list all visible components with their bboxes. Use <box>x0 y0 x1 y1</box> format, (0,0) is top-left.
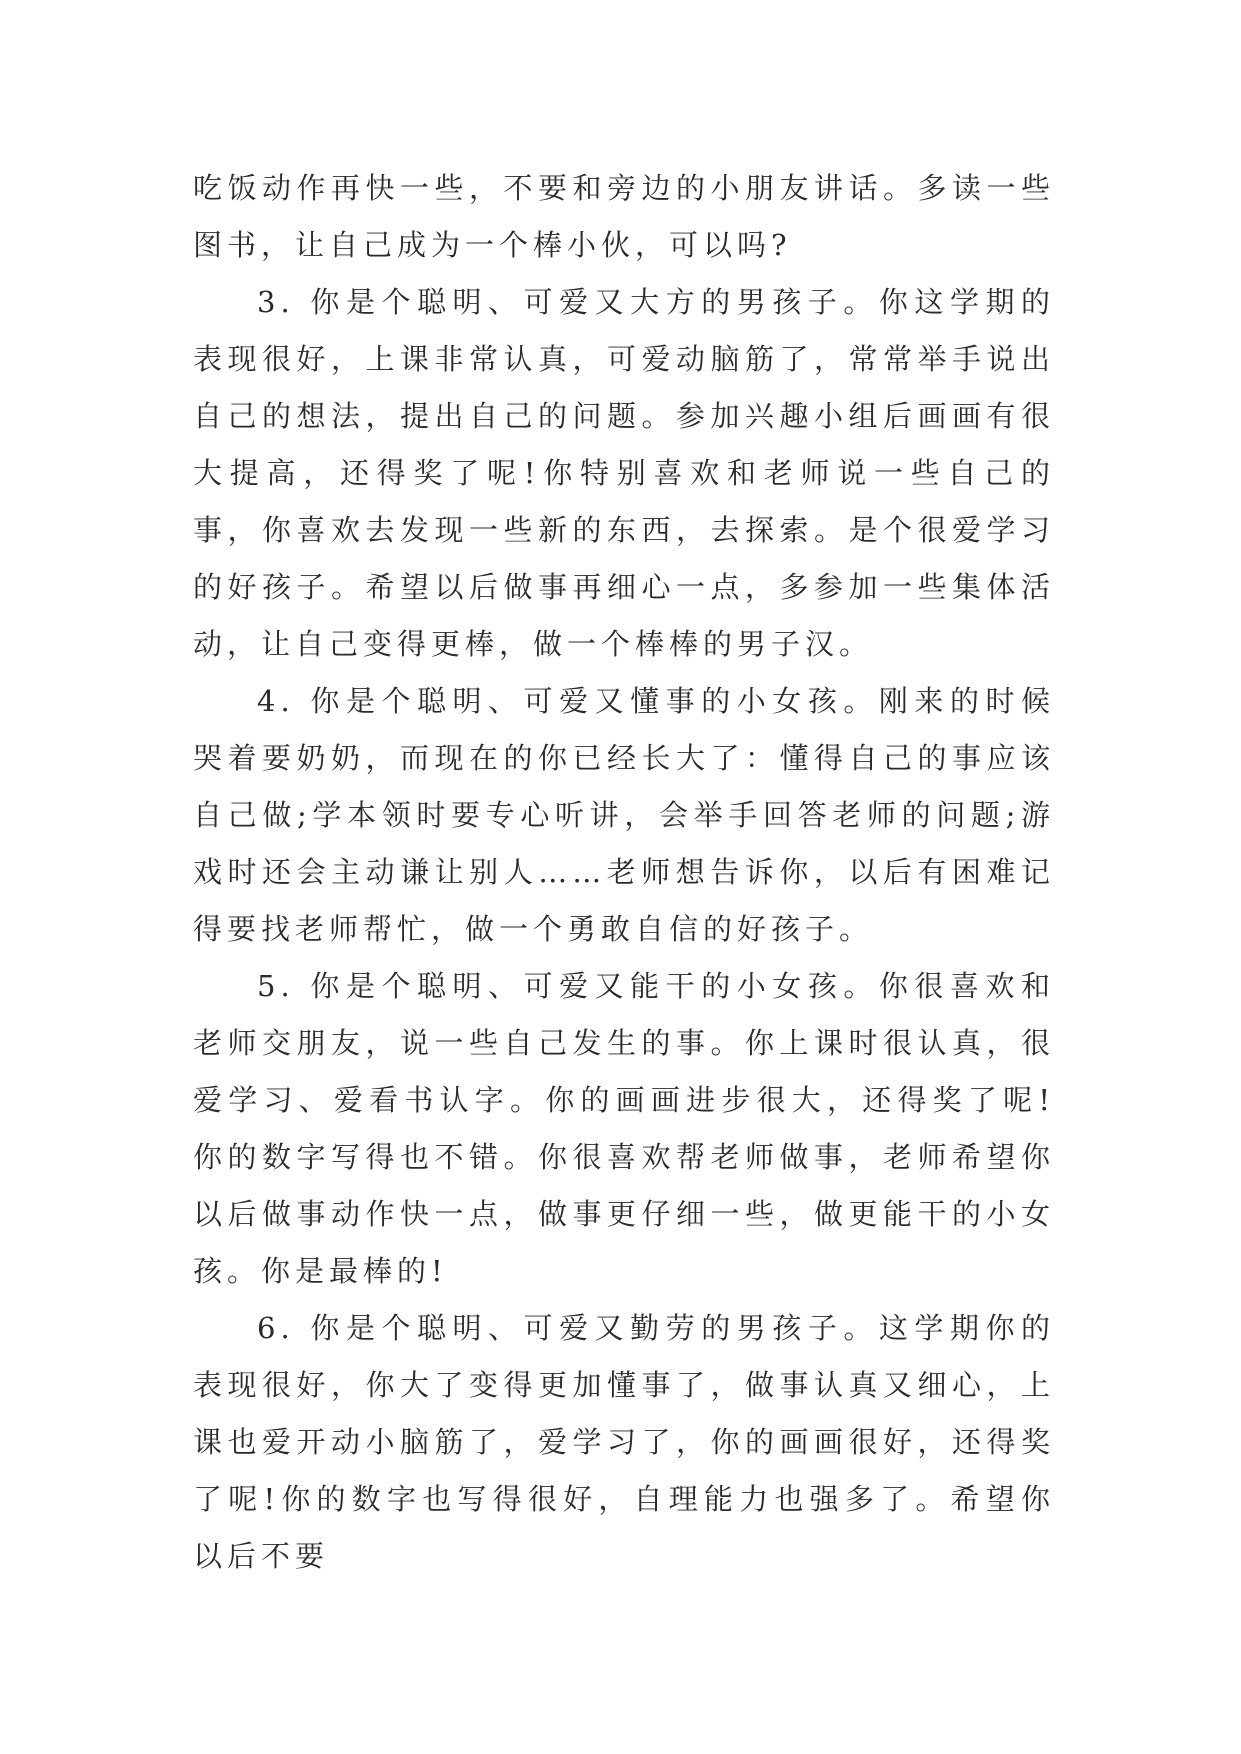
paragraph-continuation: 吃饭动作再快一些，不要和旁边的小朋友讲话。多读一些图书，让自己成为一个棒小伙，可以吗? <box>193 171 1055 262</box>
paragraph-item-6: 6. 你是个聪明、可爱又勤劳的男孩子。这学期你的表现很好，你大了变得更加懂事了，做事认真又细心，上课也爱开动小脑筋了，爱学习了，你的画画很好，还得奖了呢!你的数字也写得很好，自理能力也强多了。希望你以后不要 <box>193 1311 1055 1573</box>
paragraph-item-5: 5. 你是个聪明、可爱又能干的小女孩。你很喜欢和老师交朋友，说一些自己发生的事。你上课时很认真，很爱学习、爱看书认字。你的画画进步很大，还得奖了呢!你的数字写得也不错。你很喜欢帮老师做事，老师希望你以后做事动作快一点，做事更仔细一些，做更能干的小女孩。你是最棒的! <box>193 969 1055 1288</box>
paragraph-item-4: 4. 你是个聪明、可爱又懂事的小女孩。刚来的时候哭着要奶奶，而现在的你已经长大了：懂得自己的事应该自己做;学本领时要专心听讲，会举手回答老师的问题;游戏时还会主动谦让别人……老师想告诉你，以后有困难记得要找老师帮忙，做一个勇敢自信的好孩子。 <box>193 684 1055 946</box>
document-page <box>193 160 1055 1585</box>
paragraph-item-3: 3. 你是个聪明、可爱又大方的男孩子。你这学期的表现很好，上课非常认真，可爱动脑筋了，常常举手说出自己的想法，提出自己的问题。参加兴趣小组后画画有很大提高，还得奖了呢!你特别喜欢和老师说一些自己的事，你喜欢去发现一些新的东西，去探索。是个很爱学习的好孩子。希望以后做事再细心一点，多参加一些集体活动，让自己变得更棒，做一个棒棒的男子汉。 <box>193 285 1055 661</box>
